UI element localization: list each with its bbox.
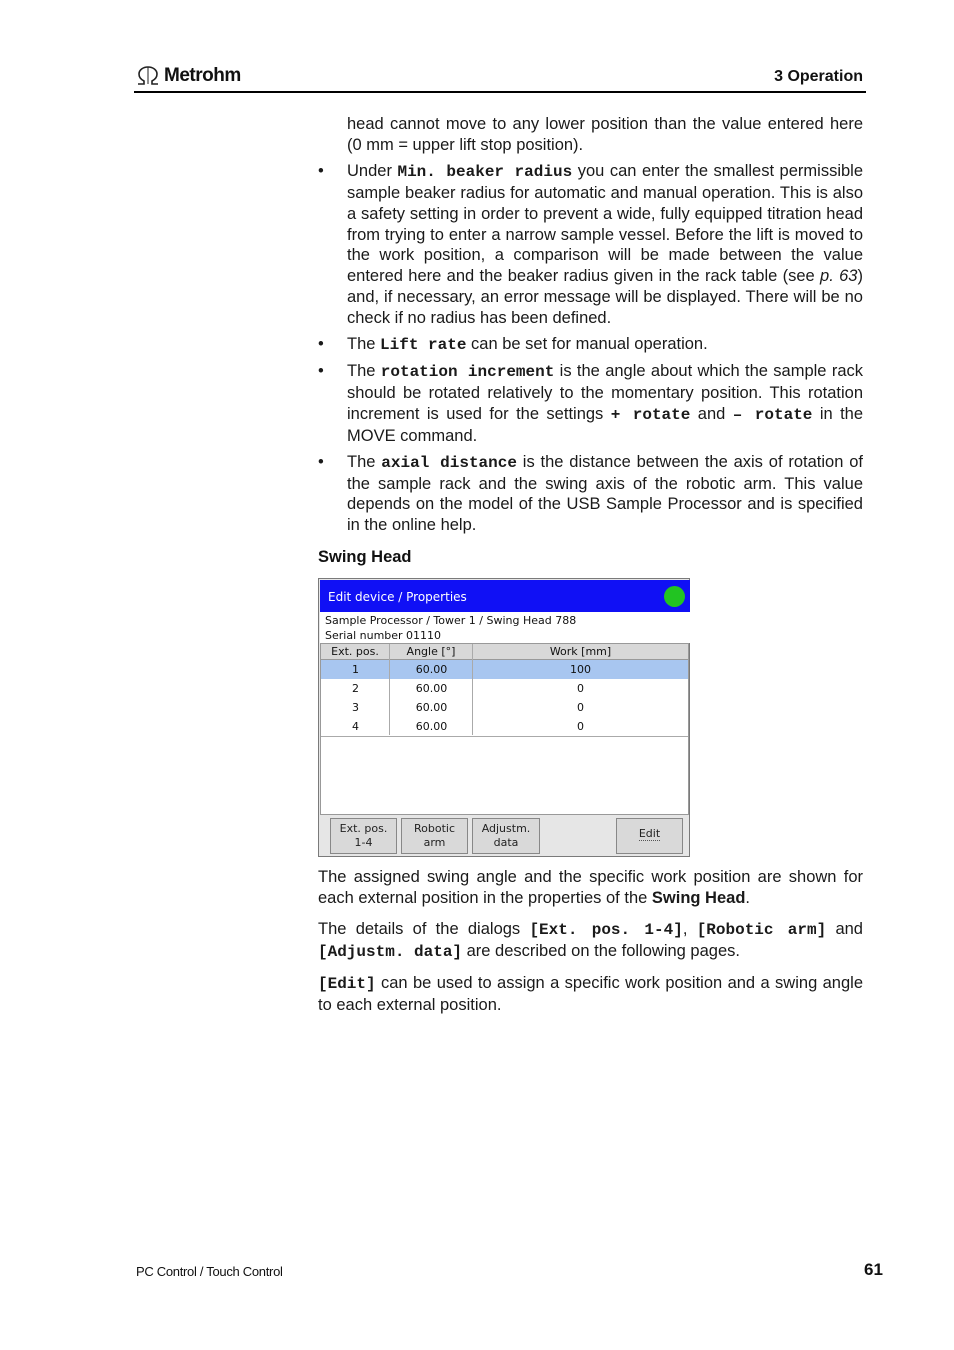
cell-angle: 60.00 [415, 720, 448, 733]
cell-ext-pos: 2 [352, 682, 359, 695]
bullet-min-beaker-radius: • Under Min. beaker radius you can enter the smallest permissible sample beaker radius for automatic and manual operation. This is also a safety setting in order to prevent a wide, fully equipped titration head from trying to enter a narrow sample vessel. Before the lift is moved to the work position, a comparison will be made between the value entered here and the beaker radius given in the rack table (see p. 63) and, if necessary, an error message will be displayed. There will be no check if no radius has been defined. [318, 161, 863, 329]
device-path: Sample Processor / Tower 1 / Swing Head 788 [325, 614, 577, 627]
paragraph-continuation: head cannot move to any lower position than the value entered here (0 mm = upper lift stop position). [347, 115, 863, 154]
robotic-arm-button[interactable]: Robotic arm [401, 818, 468, 854]
device-info [320, 612, 690, 643]
table-divider [321, 736, 688, 737]
dialog-title-bar [320, 580, 690, 612]
metrohm-logo [136, 64, 241, 88]
edit-button[interactable]: Edit [616, 818, 683, 854]
paragraph-dialogs: The details of the dialogs [Ext. pos. 1-4], [Robotic arm] and [Adjustm. data] are described on the following pages. [318, 919, 863, 961]
cell-angle: 60.00 [415, 701, 448, 714]
column-header-ext-pos: Ext. pos. [321, 644, 390, 660]
bullet-rotation-increment: • The rotation increment is the angle about which the sample rack should be rotated relatively to the momentary position. This rotation increment is used for the settings + rotate and – rotate in the MOVE command. [318, 361, 863, 447]
table-row[interactable] [321, 679, 688, 698]
settings-bullet-list [318, 161, 863, 536]
paragraph-edit: [Edit] can be used to assign a specific work position and a swing angle to each external position. [318, 973, 863, 1014]
cell-angle: 60.00 [415, 663, 448, 676]
column-header-angle: Angle [°] [390, 644, 473, 660]
cell-work: 0 [577, 682, 584, 695]
page-number: 61 [864, 1260, 883, 1279]
bullet-lift-rate: • The Lift rate can be set for manual operation. [318, 334, 863, 356]
brand-name: Metrohm [164, 65, 241, 86]
status-indicator-icon [664, 586, 685, 607]
column-header-work: Work [mm] [473, 644, 688, 660]
table-row[interactable] [321, 698, 688, 717]
table-row[interactable] [321, 660, 688, 679]
cell-ext-pos: 4 [352, 720, 359, 733]
cell-ext-pos: 1 [352, 663, 359, 676]
cell-work: 0 [577, 720, 584, 733]
column-divider [389, 644, 390, 735]
cell-angle: 60.00 [415, 682, 448, 695]
cell-ext-pos: 3 [352, 701, 359, 714]
adjustm-data-button[interactable]: Adjustm. data [472, 818, 540, 854]
column-divider [472, 644, 473, 735]
cell-work: 0 [577, 701, 584, 714]
cell-work: 100 [570, 663, 591, 676]
positions-table [320, 643, 689, 815]
bullet-axial-distance: • The axial distance is the distance between the axis of rotation of the sample rack and the swing axis of the robotic arm. This value depends on the model of the USB Sample Processor and is specified in the online help. [318, 452, 863, 537]
section-heading-swing-head: Swing Head [318, 548, 412, 566]
header-divider [134, 91, 866, 93]
paragraph-swing-head: The assigned swing angle and the specific work position are shown for each external position in the properties of the Swing Head. [318, 868, 863, 907]
body-text-top [318, 114, 863, 536]
dialog-title: Edit device / Properties [328, 590, 467, 604]
table-row[interactable] [321, 717, 688, 736]
body-text-bottom [318, 867, 863, 1015]
omega-logo-icon [136, 66, 160, 86]
ext-pos-button[interactable]: Ext. pos. 1-4 [330, 818, 397, 854]
page-reference: p. 63 [820, 267, 858, 286]
properties-dialog [318, 578, 690, 857]
serial-number: Serial number 01110 [325, 629, 442, 642]
section-title: 3 Operation [774, 68, 863, 85]
footer-doc-title: PC Control / Touch Control [136, 1264, 283, 1279]
